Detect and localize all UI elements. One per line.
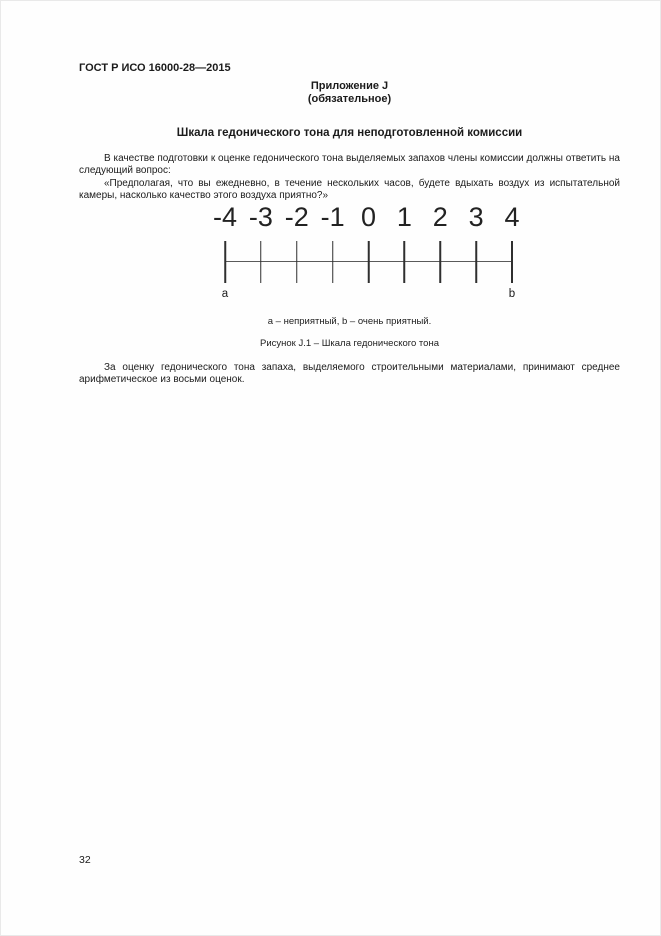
scale-tick-label: 0: [360, 202, 377, 232]
annex-title: Приложение J: [310, 80, 389, 92]
paragraph: В качестве подготовки к оценке гедонического тона выделяемых запахов члены комиссии должны ответить на следующий вопрос:: [79, 153, 620, 177]
scale-tick: [224, 241, 226, 283]
scale-tick-label: 3: [468, 202, 484, 232]
intro-paragraphs: [79, 153, 620, 203]
endpoint-label-b: b: [508, 288, 516, 300]
scale-tick-label: -4: [212, 202, 238, 232]
closing-paragraph: [79, 362, 620, 387]
annex-subtitle: (обязательное): [307, 92, 392, 105]
scale-tick: [296, 241, 298, 283]
scale-tick-zero: [367, 241, 370, 283]
section-title: Шкала гедонического тона для неподготовленной комиссии: [176, 127, 523, 139]
scale-tick: [475, 241, 477, 283]
figure-caption: Рисунок J.1 – Шкала гедонического тона: [259, 338, 439, 349]
scale-tick: [511, 241, 513, 283]
page-number: 32: [79, 854, 91, 866]
scale-tick-label: -3: [248, 202, 273, 232]
scale-tick-label: -1: [320, 202, 345, 232]
scale-tick: [260, 241, 262, 283]
scale-tick-label: 2: [432, 202, 448, 232]
annex-heading: [79, 80, 620, 105]
paragraph: За оценку гедонического тона запаха, выделяемого строительными материалами, принимают среднее арифметическое из восьми оценок.: [79, 362, 620, 386]
document-code: ГОСТ Р ИСО 16000-28—2015: [79, 62, 231, 74]
scale-tick-label: 4: [504, 202, 520, 232]
endpoint-label-a: a: [221, 288, 229, 300]
scale-tick-label: -2: [284, 202, 309, 232]
scale-tick-label: 1: [396, 202, 412, 232]
figure-legend: a – неприятный, b – очень приятный.: [267, 316, 432, 327]
scale-tick: [404, 241, 406, 283]
hedonic-scale-figure: [212, 202, 520, 306]
scale-tick: [332, 241, 334, 283]
paragraph: «Предполагая, что вы ежедневно, в течение нескольких часов, будете вдыхать воздух из испытательной камеры, насколько качество этого воздуха приятно?»: [79, 177, 620, 202]
scale-tick: [440, 241, 442, 283]
